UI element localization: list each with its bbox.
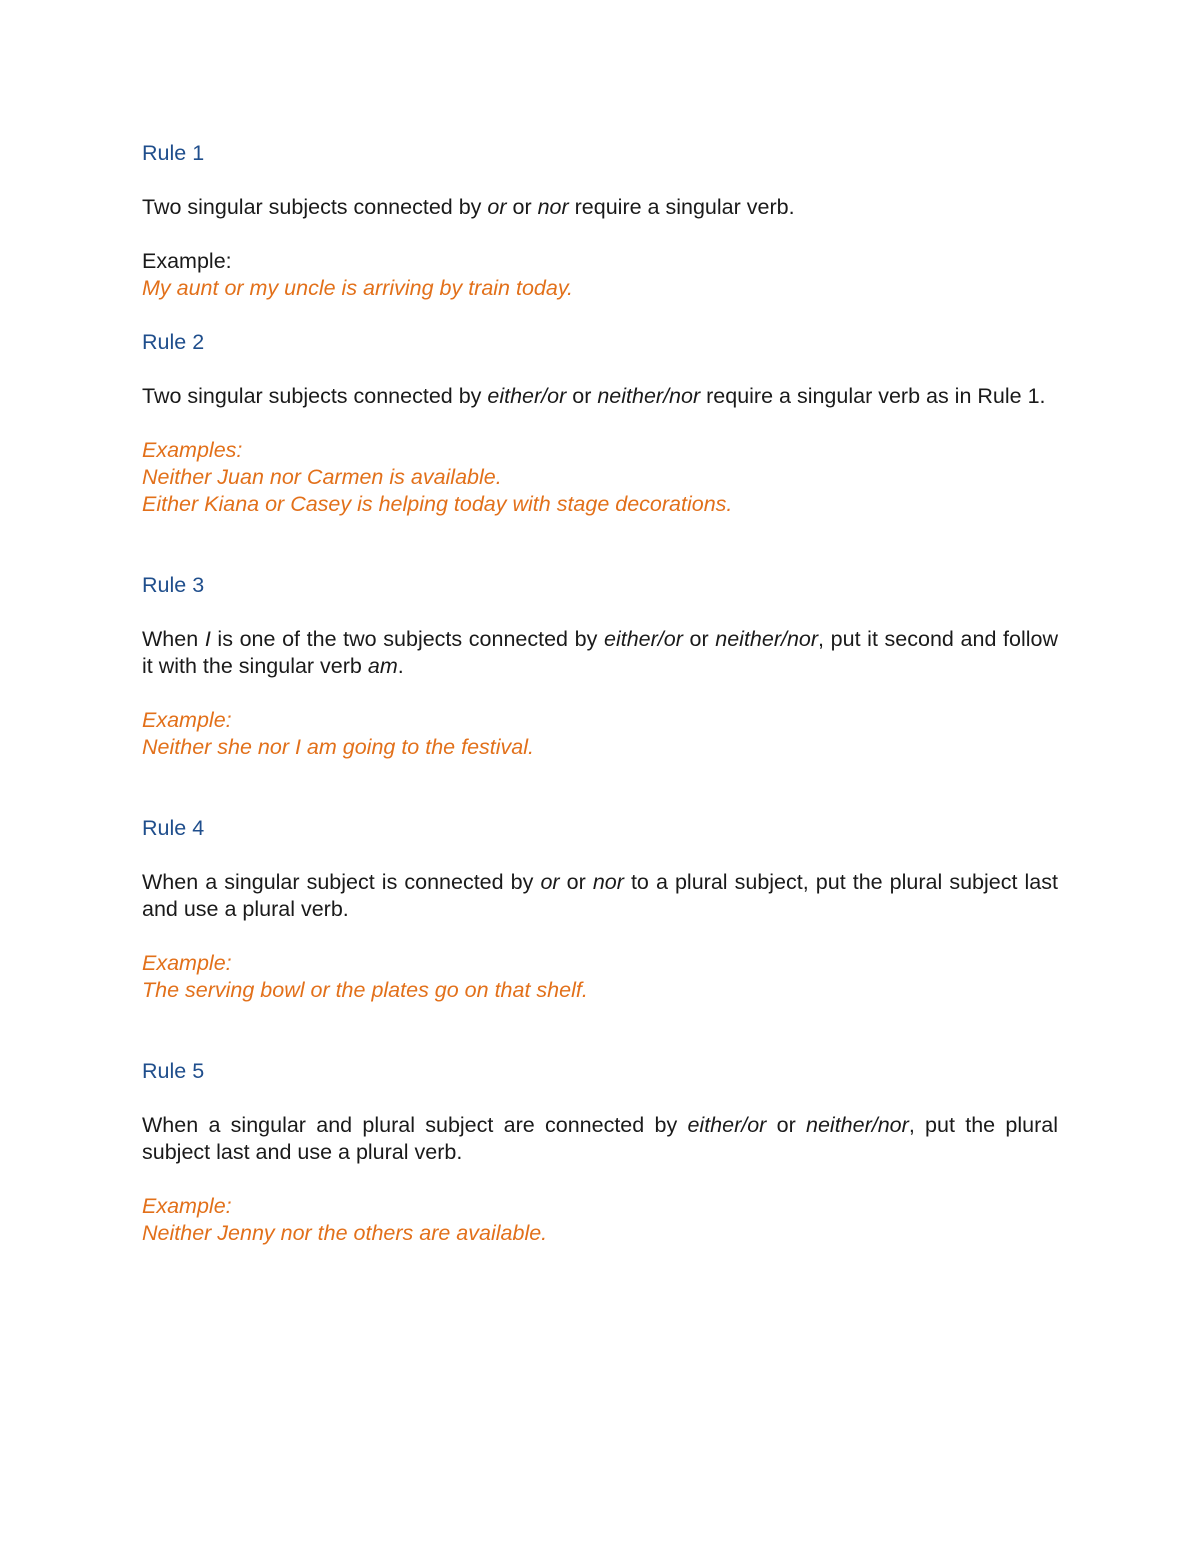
rule-2-example-2: Either Kiana or Casey is helping today with stage decorations.	[142, 492, 733, 516]
rule-3-title: Rule 3	[142, 573, 205, 597]
rule-4-text: When a singular subject is connected by or or nor to a plural subject, put the plural subject last and use a plural verb.	[142, 870, 1058, 921]
rule-3-section	[142, 572, 1058, 761]
rule-1-title: Rule 1	[142, 141, 205, 165]
rule-2-example-label: Examples:	[142, 438, 243, 462]
rule-2-section	[142, 329, 1058, 518]
document-page	[142, 140, 1058, 1247]
rule-4-section	[142, 815, 1058, 1004]
rule-5-text: When a singular and plural subject are connected by either/or or neither/nor, put the plural subject last and use a plural verb.	[142, 1113, 1058, 1164]
rule-2-text: Two singular subjects connected by either/or or neither/nor require a singular verb as in Rule 1.	[142, 384, 1046, 408]
rule-5-title: Rule 5	[142, 1059, 205, 1083]
rule-3-text: When I is one of the two subjects connected by either/or or neither/nor, put it second and follow it with the singular verb am.	[142, 627, 1058, 678]
rule-1-example-label: Example:	[142, 249, 232, 273]
rule-3-example-label: Example:	[142, 708, 232, 732]
rule-1-section	[142, 140, 1058, 302]
rule-1-example: My aunt or my uncle is arriving by train today.	[142, 276, 573, 300]
rule-3-example: Neither she nor I am going to the festival.	[142, 735, 534, 759]
rule-2-example-1: Neither Juan nor Carmen is available.	[142, 465, 502, 489]
rule-4-example: The serving bowl or the plates go on that shelf.	[142, 978, 588, 1002]
rule-5-example: Neither Jenny nor the others are available.	[142, 1221, 548, 1245]
rule-1-text: Two singular subjects connected by or or nor require a singular verb.	[142, 195, 795, 219]
rule-4-title: Rule 4	[142, 816, 205, 840]
rule-5-example-label: Example:	[142, 1194, 232, 1218]
rule-2-title: Rule 2	[142, 330, 205, 354]
rule-4-example-label: Example:	[142, 951, 232, 975]
rule-5-section	[142, 1058, 1058, 1247]
